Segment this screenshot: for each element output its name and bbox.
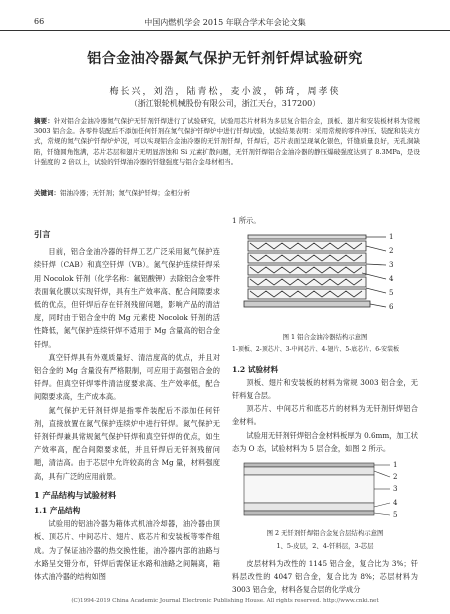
section-1-2-heading: 1.2 试验材料 — [232, 364, 279, 374]
intro-paragraph-1: 目前，铝合金油冷器的钎焊工艺广泛采用氮气保护连续钎焊（CAB）和真空钎焊（VB）。氮气保护连续钎焊采用 Nocolok 钎剂（化学名称：氟铝酸钾）去除铝合金零件表面氧化膜以实现钎焊，具有生产效率高、配合间隙要求低的优点，但钎焊后存在钎剂残留问题，影响产品的清洁度，同时由于铝合金中的 Mg 元素使 Nocolok 钎剂的活性降低，氮气保护连续钎焊不适用于 Mg 含量高的铝合金钎焊。 — [34, 247, 220, 349]
section-1-1-heading: 1.1 产品结构 — [34, 506, 81, 516]
fig2-label-3: 3 — [393, 485, 398, 494]
copyright-footer: (C)1994-2019 China Academic Journal Electronic Publishing House. All rights reserved. http://www.cnki.net — [71, 598, 379, 604]
figure-1-legend: 1-顶板、2-顶芯片、3-中间芯片、4-翅片、5-底芯片、6-安装板 — [232, 345, 400, 353]
fig1-label-3: 3 — [389, 261, 394, 270]
affiliation: （浙江银轮机械股份有限公司，浙江天台，317200） — [129, 99, 321, 108]
fig1-label-5: 5 — [389, 289, 394, 298]
right-column — [232, 206, 418, 596]
intro-heading: 引言 — [34, 229, 51, 239]
figure-2-legend: 1、5-皮层，2、4-钎料层，3-芯层 — [276, 542, 374, 551]
fig2-label-4: 4 — [393, 499, 398, 508]
figure-2-caption: 图 2 无钎剂钎焊铝合金复合层结构示意图 — [266, 529, 384, 538]
section-1-2-paragraph-4: 皮层材料为改性的 1145 铝合金，复合比为 3%；钎料层改性的 4047 铝合金，复合比为 8%；芯层材料为 3003 铝合金，材料各复合层的化学成分 — [232, 558, 418, 595]
fig1-label-4: 4 — [389, 275, 394, 284]
page-number: 66 — [34, 17, 45, 26]
fig1-label-1: 1 — [389, 233, 394, 242]
fig1-label-2: 2 — [389, 247, 394, 256]
keywords — [34, 188, 420, 197]
left-column — [34, 206, 220, 583]
abstract-label: 摘要： — [34, 117, 54, 125]
paper-title: 铝合金油冷器氮气保护无钎剂钎焊试验研究 — [87, 51, 363, 67]
keywords-label: 关键词： — [34, 189, 60, 197]
section-1-2-paragraph-3: 试验用无钎剂钎焊铝合金材料板厚为 0.6mm，加工状态为 O 态，试验材料为 5 层合金，如图 2 所示。 — [232, 430, 418, 453]
abstract-text: 针对铝合金油冷器氮气保护无钎剂钎焊进行了试验研究，试验用芯片材料为多层复合铝合金，顶板、翅片和安装板材料为常规 3003 铝合金。各零件装配后不添加任何钎剂在氮气保护钎焊炉中进行钎焊试验，试验结果表明：采用常规的零件冲压、装配和装夹方式，常规的氮气保护钎焊炉炉况，可以实现铝合金油冷器的无钎剂钎焊，钎焊后，芯片表面呈现氧化银色，钎缝质量良好，无孔洞缺陷，钎缝圆角饱满，芯片芯层和翅片无明显溶蚀和 Si 元素扩散问题，无钎剂钎焊铝合金油冷器的静压爆破强度达到了 8.3MPa，是设计强度的 2 倍以上，试验的钎焊油冷器的钎缝强度与铝合金母材相当。 — [34, 117, 421, 166]
journal-title: 中国内燃机学会 2015 年联合学术年会论文集 — [144, 18, 306, 27]
figure-ref: 1 所示。 — [232, 216, 261, 225]
section-1-heading: 1 产品结构与试验材料 — [34, 489, 117, 500]
fig2-label-2: 2 — [393, 473, 398, 482]
section-1-2-paragraph-1: 顶板、翅片和安装板的材料为常规 3003 铝合金，无钎料复合层。 — [232, 377, 418, 401]
page-header — [0, 6, 450, 31]
figure-1 — [238, 229, 418, 331]
fig1-label-6: 6 — [389, 303, 394, 312]
intro-paragraph-2: 真空钎焊具有外观质量好、清洁度高的优点，并且对铝合金的 Mg 含量没有严格限制，可应用于高强铝合金的钎焊。但真空钎焊零件清洁度要求高、生产效率低，配合间隙要求高，生产成本高。 — [34, 352, 220, 402]
abstract — [34, 116, 420, 167]
section-1-1-paragraph: 试验用的铝油冷器为箱体式机油冷却器，油冷器由顶板、顶芯片、中间芯片、翅片、底芯片和安装板等零件组成。为了保证油冷器的热交换性能，油冷器内部的油路与水路呈交错分布，钎焊后需保证水路和油路之间隔离，箱体式油冷器的结构如图 — [34, 519, 220, 582]
figure-2 — [238, 459, 418, 527]
figure-1-caption: 图 1 铝合金油冷器结构示意图 — [282, 333, 368, 342]
fig2-label-1: 1 — [393, 461, 398, 470]
authors: 梅长兴，刘浩，陆青松，麦小波，韩琦，周孝侠 — [109, 87, 341, 97]
intro-paragraph-3: 氮气保护无钎剂钎焊是指零件装配后不添加任何钎剂，直接放置在氮气保护连续炉中进行钎焊。氮气保护无钎剂钎焊兼具常规氮气保护钎焊和真空钎焊的优点，如生产效率高，配合间隙要求低，并且钎焊后无钎剂残留问题，清洁高。由于芯层中允许较高的含 Mg 量，材料强度高，具有广泛的应用前景。 — [34, 405, 220, 481]
oil-cooler-structure-diagram — [238, 229, 414, 327]
section-1-2-paragraph-2: 顶芯片、中间芯片和底芯片的材料为无钎剂钎焊铝合金材料。 — [232, 404, 418, 427]
clad-layer-diagram — [238, 459, 414, 523]
fig2-label-5: 5 — [393, 511, 398, 520]
keywords-text: 铝油冷器；无钎剂；氮气保护钎焊；金相分析 — [60, 189, 190, 197]
